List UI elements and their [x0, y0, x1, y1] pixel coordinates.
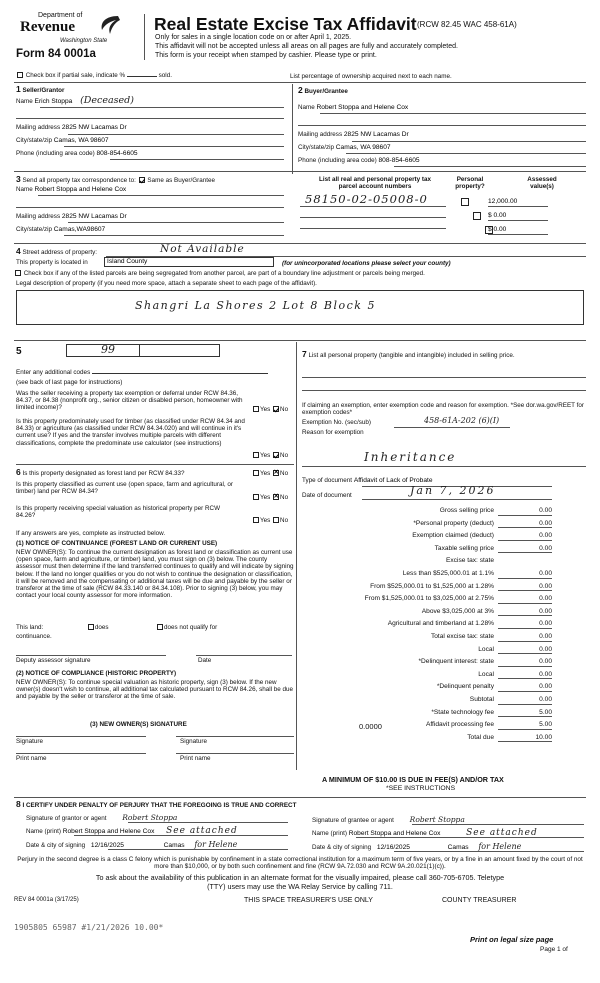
calc-row [300, 709, 552, 720]
seller-name-row [16, 96, 284, 107]
calc-label: *State technology fee [431, 708, 494, 716]
calc-label: Subtotal [469, 696, 494, 703]
q-historical: Is this property receiving special valuation as historical property per RCW 84.26? [16, 505, 221, 520]
grantee-see-attached: See attached [466, 828, 538, 838]
calc-label: Excise tax: state [445, 557, 494, 565]
section-3: 3 Send all property tax correspondence to: Same as Buyer/Grantee [16, 174, 215, 184]
sec6-q3-yesno: Yes No [252, 517, 288, 524]
seller-name-label: Name [16, 98, 33, 105]
calc-row [300, 671, 552, 682]
exemption-no-label: Exemption No. (sec/sub) [302, 419, 371, 426]
calc-value[interactable]: 0.00 [498, 595, 552, 604]
sec3-name[interactable]: Robert Stoppa and Helene Cox [34, 186, 127, 193]
calc-label: Taxable selling price [434, 544, 494, 552]
owner-signature-label-1: Signature [16, 738, 43, 745]
grantor-sig-row: Signature of grantor or agent Robert Stoppa [26, 813, 178, 822]
calc-row [300, 721, 552, 732]
form-number: Form 84 0001a [16, 48, 96, 60]
partial-sale-label: Check box if partial sale, indicate % [25, 72, 126, 79]
reason-label: Reason for exemption [302, 429, 364, 436]
calc-value[interactable]: 5.00 [498, 721, 552, 730]
calc-label: *Delinquent penalty [436, 683, 494, 691]
calc-row [300, 683, 552, 694]
header-line1: Only for sales in a single location code on or after April 1, 2025. [155, 34, 352, 41]
doc-date[interactable]: Jan 7, 2026 [410, 484, 496, 497]
calc-row [300, 507, 552, 518]
partial-sale-checkbox[interactable] [17, 72, 23, 78]
if-yes-note: If any answers are yes, complete as instructed below. [16, 530, 166, 537]
section-7: 7 List all personal property (tangible and intangible) included in selling price. [302, 349, 515, 359]
section-2: 2 Buyer/Grantee [298, 85, 348, 95]
logo-swoosh-icon [98, 14, 122, 36]
calc-value[interactable]: 0.00 [498, 570, 552, 579]
see-instructions-note: *SEE INSTRUCTIONS [386, 785, 456, 792]
calc-value[interactable]: 0.00 [498, 507, 552, 516]
calc-value[interactable]: 0.00 [498, 608, 552, 617]
buyer-city[interactable]: Camas, WA 98607 [335, 144, 391, 151]
buyer-heading: Buyer/Grantee [304, 88, 348, 95]
calc-row [300, 696, 552, 707]
same-as-buyer-checkbox[interactable] [139, 177, 145, 183]
calc-label: Total due [467, 733, 494, 741]
calc-value[interactable]: 0.00 [498, 633, 552, 642]
q2-no-checkbox[interactable] [273, 452, 279, 458]
sec3-mail[interactable]: 2825 NW Lacamas Dr [61, 213, 127, 220]
grantee-name[interactable]: Robert Stoppa and Helene Cox [348, 830, 441, 837]
calc-label: *Personal property (deduct) [413, 519, 494, 527]
doc-date-label: Date of document [302, 492, 352, 499]
reason-exemption[interactable]: Inheritance [364, 450, 457, 464]
calc-value[interactable]: 0.00 [498, 545, 552, 554]
q-forest-land: 6 Is this property designated as forest land per RCW 84.33? [16, 467, 185, 477]
sec3-city-row: City/state/zip Camas,WA98607 [16, 226, 106, 233]
sec3-city[interactable]: Camas,WA98607 [53, 226, 106, 233]
calc-row [300, 520, 552, 531]
logo-state: Washington State [60, 38, 108, 44]
calc-value[interactable]: 5.00 [498, 709, 552, 718]
q-current-use: Is this property classified as current use (open space, farm and agricultural, or timber) land per RCW 84.34? [16, 481, 233, 496]
form-title: Real Estate Excise Tax Affidavit [154, 14, 417, 34]
code-box[interactable] [66, 344, 220, 357]
revision-label: REV 84 0001a (3/17/25) [14, 897, 79, 903]
grantee-sig-row: Signature of grantee or agent Robert Stoppa [312, 815, 465, 824]
exemption-no[interactable]: 458-61A-202 (6)(I) [424, 416, 500, 425]
q1-yes-checkbox[interactable] [253, 406, 259, 412]
continuance-label: continuance. [16, 633, 52, 640]
agency-logo [14, 12, 132, 60]
buyer-mail-row: Mailing address 2825 NW Lacamas Dr [298, 131, 409, 138]
current-use-yes-checkbox[interactable] [253, 494, 259, 500]
notice-continuance-body: NEW OWNER(S): To continue the current designation as forest land or classification as current use (open space, farm and agriculture, or timber) land, you must sign on (3) below. The county assessor must then determine if the land transferred continues to qualify and will indicate by signing below. If the land no longer qualifies or you do not wish to continue the designation or classification, it will be removed and the compensating or additional taxes will be due and payable by the seller or transferor at the time of sale (RCW 84.33.140 or 84.34.108). Prior to signing (3) below, you may contact your local county assessor for more information. [16, 549, 294, 600]
owner-print-label-1: Print name [16, 755, 47, 762]
additional-codes-label: Enter any additional codes [16, 369, 268, 376]
assessed-value-2[interactable]: $ 0.00 [488, 212, 548, 221]
sec3-label: Send all property tax correspondence to: [22, 177, 136, 184]
segregated-checkbox[interactable] [15, 270, 21, 276]
print-legal-note: Print on legal size page [470, 935, 554, 944]
seller-phone-row: Phone (including area code) 808-854-6605 [16, 150, 138, 157]
q-timber-agriculture: Is this property predominately used for timber (as classified under RCW 84.34 and 84.33) or agriculture (as classified under RCW 84.34.020) and will continue in it's current use? If yes and the transfer involves multiple parcels with different classifications, complete the predominate use calculator (see instructions) [16, 418, 245, 447]
calc-value[interactable]: 0.00 [498, 583, 552, 592]
new-owner-sig-heading: (3) NEW OWNER(S) SIGNATURE [90, 721, 187, 728]
seller-city[interactable]: Camas, WA 98607 [53, 137, 109, 144]
calc-row [300, 734, 552, 745]
section-5-number: 5 [16, 346, 22, 357]
grantor-city[interactable]: Camas [163, 842, 185, 849]
calc-row [300, 595, 552, 606]
q2-yes-checkbox[interactable] [253, 452, 259, 458]
buyer-phone-row: Phone (including area code) 808-854-6605 [298, 157, 420, 164]
calc-label: Gross selling price [439, 507, 494, 514]
calc-value[interactable]: 0.00 [498, 620, 552, 629]
calc-label: Total excise tax: state [430, 633, 494, 640]
q-exemption-deferral: Was the seller receiving a property tax exemption or deferral under RCW 84.36, 84.37, or 84.38 (nonprofit org., senior citizen or disabled person, homeowner with limited income)? [16, 390, 243, 412]
parcel-header: List all real and personal property tax parcel account numbers [319, 176, 431, 191]
grantor-date[interactable]: 12/16/2025 [90, 842, 124, 849]
seller-mail-row: Mailing address 2825 NW Lacamas Dr [16, 124, 127, 131]
same-as-buyer-label: Same as Buyer/Grantee [147, 177, 215, 184]
calc-label: *Delinquent interest: state [418, 658, 494, 666]
logo-revenue: Revenue [20, 19, 75, 35]
street-address[interactable]: Not Available [160, 243, 245, 255]
calc-row [300, 557, 552, 568]
calc-value[interactable]: 0.00 [498, 696, 552, 705]
deputy-date-label: Date [198, 657, 212, 664]
notice-compliance-heading: (2) NOTICE OF COMPLIANCE (HISTORIC PROPERTY) [16, 670, 177, 677]
local-rate[interactable]: 0.0000 [359, 722, 382, 731]
calc-row [300, 633, 552, 644]
forest-yes-checkbox[interactable] [253, 470, 259, 476]
location-code: 99 [101, 343, 115, 356]
street-label: Street address of property: [22, 249, 98, 256]
calc-row [300, 532, 552, 543]
calc-value[interactable]: 0.00 [498, 532, 552, 541]
calc-value[interactable]: 0.00 [498, 671, 552, 680]
assessed-value-3[interactable]: $ 0.00 [488, 226, 548, 235]
q1-no-checkbox[interactable] [273, 406, 279, 412]
ownership-note: List percentage of ownership acquired next to each name. [290, 73, 452, 80]
buyer-name[interactable]: Robert Stoppa and Helene Cox [316, 104, 409, 111]
section-8: 8 I CERTIFY UNDER PENALTY OF PERJURY THAT THE FOREGOING IS TRUE AND CORRECT [16, 799, 297, 809]
assessed-value-1[interactable]: 12,000.00 [488, 198, 548, 207]
q2-yesno: Yes No [252, 452, 288, 459]
calc-row [300, 583, 552, 594]
current-use-no-checkbox[interactable] [273, 494, 279, 500]
recording-stamp: 1905805 65987 #1/21/2026 10.00* [14, 923, 164, 932]
calc-value[interactable]: 10.00 [498, 734, 552, 743]
min-due-note: A MINIMUM OF $10.00 IS DUE IN FEE(S) AND/OR TAX [322, 775, 504, 784]
land-does-checkbox[interactable] [88, 624, 94, 630]
treasurer-space-label: THIS SPACE TREASURER'S USE ONLY [244, 897, 373, 904]
page-number: Page 1 of [540, 946, 568, 953]
section-1: 1 Seller/Grantor [16, 84, 65, 94]
logo-dept: Department of [38, 12, 83, 19]
grantee-name-row: Name (print) Robert Stoppa and Helene Cox See attached [312, 828, 538, 838]
county-select[interactable]: Island County [104, 257, 274, 267]
section-4: 4 Street address of property: [16, 246, 98, 256]
calc-row [300, 620, 552, 631]
sold-label: sold. [158, 72, 172, 79]
header-line2: This affidavit will not be accepted unless all areas on all pages are fully and accurately completed. [155, 43, 458, 50]
deputy-signature-label: Deputy assessor signature [16, 657, 91, 664]
unincorp-note: (for unincorporated locations please select your county) [282, 260, 451, 267]
assessed-header: Assessed value(s) [527, 176, 557, 191]
seller-name[interactable]: Erich Stoppa [34, 98, 73, 105]
seller-phone[interactable]: 808-854-6605 [96, 150, 138, 157]
seller-heading: Seller/Grantor [22, 87, 65, 94]
buyer-name-row: Name Robert Stoppa and Helene Cox [298, 104, 409, 111]
sec3-name-row: Name Robert Stoppa and Helene Cox [16, 186, 127, 193]
county-treasurer-label: COUNTY TREASURER [442, 897, 517, 904]
grantor-for-helene: for Helene [194, 840, 238, 849]
grantee-for-helene: for Helene [478, 842, 522, 851]
legal-label: Legal description of property (if you need more space, attach a separate sheet to each page of the affidavit). [16, 280, 317, 287]
legal-description-box[interactable] [16, 290, 584, 325]
legal-description: Shangri La Shores 2 Lot 8 Block 5 [135, 299, 376, 312]
personal-checkbox-2[interactable] [473, 212, 481, 220]
calc-row [300, 545, 552, 556]
grantor-signature[interactable]: Robert Stoppa [122, 813, 178, 822]
grantee-city[interactable]: Camas [447, 844, 469, 851]
calc-row [300, 646, 552, 657]
calc-row [300, 658, 552, 669]
calc-label: Agricultural and timberland at 1.28% [387, 620, 494, 628]
this-land-row: This land: does does not qualify for [16, 624, 218, 631]
grantee-date[interactable]: 12/16/2025 [376, 844, 410, 851]
parcel-number[interactable]: 58150-02-05008-0 [305, 192, 428, 206]
buyer-phone[interactable]: 808-854-6605 [378, 157, 420, 164]
historical-no-checkbox[interactable] [273, 517, 279, 523]
owner-print-label-2: Print name [180, 755, 211, 762]
located-row: This property is located in [16, 259, 88, 266]
calc-label: Above $3,025,000 at 3% [421, 607, 494, 615]
notice-compliance-body: NEW OWNER(S): To continue special valuation as historic property, sign (3) below. If the new owner(s) doesn't wish to continue, all additional tax calculated pursuant to RCW 84.26, shall be due and payable by the seller or transferor at the time of sale. [16, 679, 294, 701]
seller-deceased-note: (Deceased) [80, 95, 134, 106]
doc-type[interactable]: Affidavit of Lack of Probate [353, 477, 433, 484]
sec6-q1-yesno: Yes ✕ No [252, 470, 288, 477]
calc-label: Less than $525,000.01 at 1.1% [402, 570, 494, 577]
form-rcw: (RCW 82.45 WAC 458-61A) [417, 20, 517, 29]
alt-format-1: To ask about the availability of this publication in an alternate format for the visually impaired, please call 360-705-6705. Teletype [95, 873, 505, 882]
exemption-label: If claiming an exemption, enter exemption code and reason for exemption. *See dor.wa.gov/REET for exemption codes* [302, 402, 585, 417]
grantor-see-attached: See attached [166, 826, 238, 836]
calc-row [300, 608, 552, 619]
see-back-label: (see back of last page for instructions) [16, 379, 123, 386]
buyer-city-row: City/state/zip Camas, WA 98607 [298, 144, 391, 151]
buyer-mail[interactable]: 2825 NW Lacamas Dr [343, 131, 409, 138]
partial-sale-row [16, 72, 172, 79]
calc-row [300, 570, 552, 581]
personal-checkbox-1[interactable] [461, 198, 469, 206]
alt-format-2: (TTY) users may use the WA Relay Service by calling 711. [207, 882, 393, 891]
personal-header: Personal property? [455, 176, 485, 191]
sec3-mail-row: Mailing address 2825 NW Lacamas Dr [16, 213, 127, 220]
calc-value[interactable]: 0.00 [498, 658, 552, 667]
segregated-row: Check box if any of the listed parcels are being segregated from another parcel, are part of a boundary line adjustment or parcels being merged. [14, 270, 588, 277]
grantor-name[interactable]: Robert Stoppa and Helene Cox [62, 828, 155, 835]
calc-label: Local [478, 645, 494, 653]
seller-city-row: City/state/zip Camas, WA 98607 [16, 137, 109, 144]
grantor-date-row: Date & city of signing 12/16/2025 Camas for Helene [26, 840, 238, 849]
land-does-not-checkbox[interactable] [157, 624, 163, 630]
grantee-date-row: Date & city of signing 12/16/2025 Camas for Helene [312, 842, 522, 851]
owner-signature-label-2: Signature [180, 738, 207, 745]
calc-value[interactable]: 0.00 [498, 683, 552, 692]
seller-mail[interactable]: 2825 NW Lacamas Dr [61, 124, 127, 131]
header-line3: This form is your receipt when stamped by cashier. Please type or print. [155, 52, 377, 59]
grantor-name-row: Name (print) Robert Stoppa and Helene Cox See attached [26, 826, 238, 836]
q1-yesno: Yes No [252, 406, 288, 413]
historical-yes-checkbox[interactable] [253, 517, 259, 523]
notice-continuance-heading: (1) NOTICE OF CONTINUANCE (FOREST LAND OR CURRENT USE) [16, 540, 218, 547]
calc-label: Exemption claimed (deduct) [412, 532, 494, 540]
sec6-q2-yesno: Yes ✕ No [252, 494, 288, 501]
calc-label: From $525,000.01 to $1,525,000 at 1.28% [370, 582, 494, 590]
calc-value[interactable]: 0.00 [498, 646, 552, 655]
grantee-signature[interactable]: Robert Stoppa [409, 815, 465, 824]
perjury-notice: Perjury in the second degree is a class C felony which is punishable by confinement in a state correctional institution for a maximum term of five years, or by a fine in an amount fixed by the court of not more than $10,000, or by both such confinement and fine (RCW 9A.72.030 and RCW 9A.20.021(1)(c)). [17, 856, 583, 871]
calc-label: Local [478, 670, 494, 678]
doc-type-row: Type of document Affidavit of Lack of Probate [302, 477, 433, 484]
calc-label: From $1,525,000.01 to $3,025,000 at 2.75% [364, 595, 494, 603]
calc-label: Affidavit processing fee [425, 721, 494, 729]
calc-value[interactable]: 0.00 [498, 520, 552, 529]
forest-no-checkbox[interactable] [273, 470, 279, 476]
